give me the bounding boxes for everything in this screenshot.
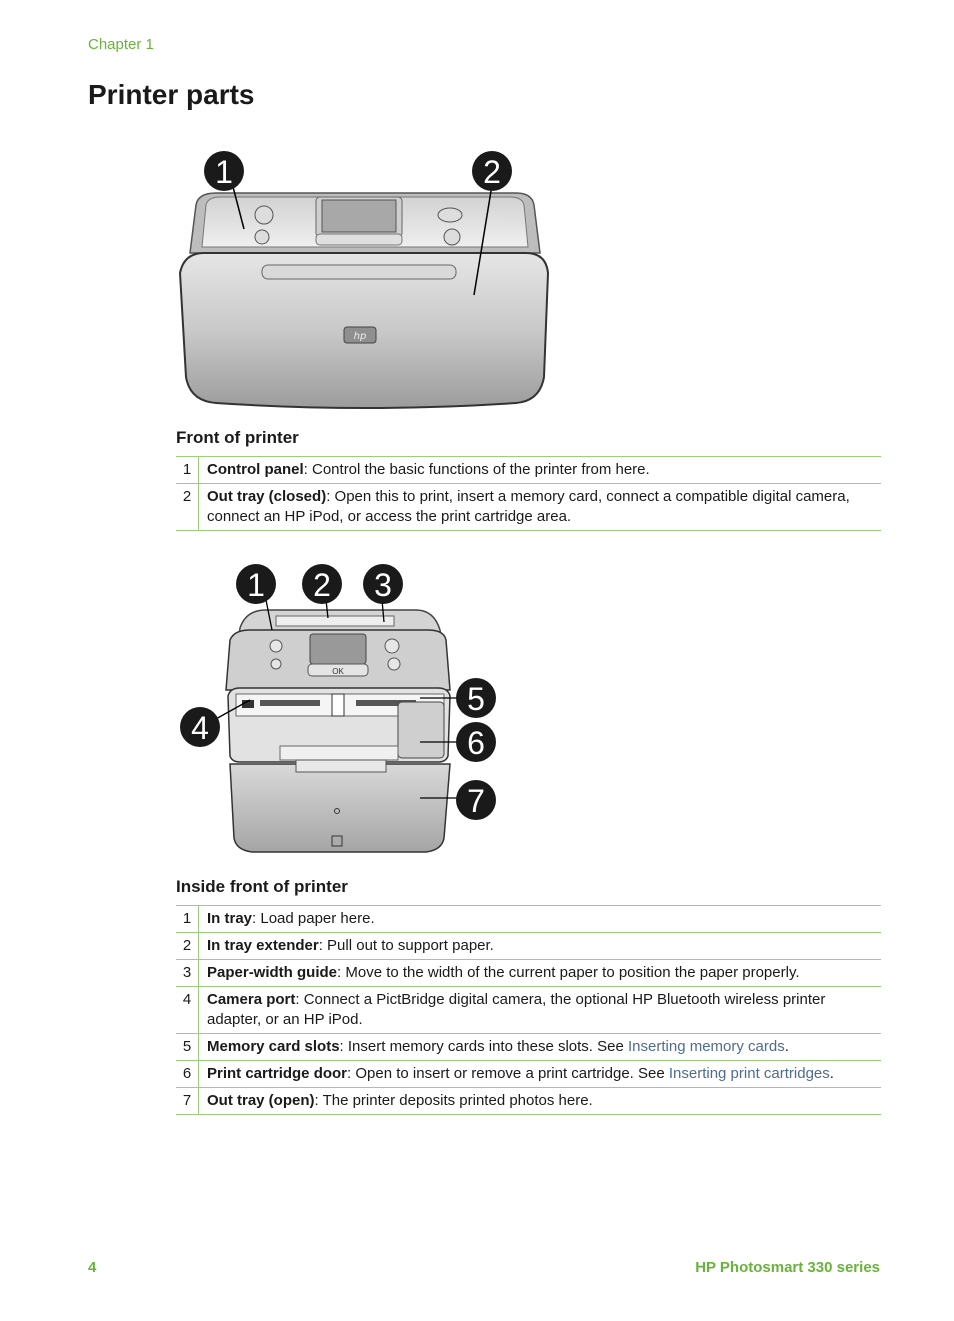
part-text: : Open this to print, insert a memory card, connect a compatible digital camera, connect an HP iPod, or access the print cartridge area. bbox=[207, 488, 850, 525]
ok-label: OK bbox=[332, 667, 344, 676]
front-section-heading: Front of printer bbox=[176, 428, 299, 447]
page-title: Printer parts bbox=[88, 79, 255, 110]
callout-1: 1 bbox=[247, 567, 265, 603]
part-text: : Control the basic functions of the printer from here. bbox=[303, 461, 650, 478]
row-number: 2 bbox=[176, 933, 199, 960]
part-term: Out tray (closed) bbox=[207, 488, 327, 505]
part-text: : Insert memory cards into these slots. See bbox=[339, 1038, 628, 1055]
row-description bbox=[199, 1088, 882, 1115]
row-description bbox=[199, 484, 882, 531]
table-row bbox=[176, 933, 881, 960]
row-number: 5 bbox=[176, 1034, 199, 1061]
table-row bbox=[176, 1088, 881, 1115]
table-row bbox=[176, 484, 881, 531]
table-row bbox=[176, 457, 881, 484]
callout-6: 6 bbox=[467, 725, 485, 761]
part-text: : Load paper here. bbox=[252, 910, 375, 927]
row-description bbox=[199, 1061, 882, 1088]
part-term: Print cartridge door bbox=[207, 1065, 348, 1082]
inserting-memory-cards-link[interactable]: Inserting memory cards bbox=[628, 1038, 785, 1055]
callout-2: 2 bbox=[483, 154, 501, 190]
inside-section-heading: Inside front of printer bbox=[176, 877, 348, 896]
part-text: : Move to the width of the current paper to position the paper properly. bbox=[337, 964, 800, 981]
row-description bbox=[199, 933, 882, 960]
part-term: Out tray (open) bbox=[207, 1092, 315, 1109]
row-description bbox=[199, 987, 882, 1034]
product-name: HP Photosmart 330 series bbox=[695, 1259, 880, 1276]
callout-7: 7 bbox=[467, 783, 485, 819]
part-text-end: . bbox=[829, 1065, 834, 1082]
row-description bbox=[199, 1034, 882, 1061]
part-term: In tray extender bbox=[207, 937, 319, 954]
row-description bbox=[199, 906, 882, 933]
inserting-print-cartridges-link[interactable]: Inserting print cartridges bbox=[668, 1065, 830, 1082]
callout-3: 3 bbox=[374, 567, 392, 603]
callout-2: 2 bbox=[313, 567, 331, 603]
part-term: Memory card slots bbox=[207, 1038, 340, 1055]
part-text-end: . bbox=[784, 1038, 789, 1055]
row-description bbox=[199, 960, 882, 987]
inside-printer-figure bbox=[176, 560, 506, 860]
table-row bbox=[176, 960, 881, 987]
row-number: 7 bbox=[176, 1088, 199, 1115]
row-number: 2 bbox=[176, 484, 199, 531]
part-term: Control panel bbox=[207, 461, 304, 478]
row-number: 4 bbox=[176, 987, 199, 1034]
table-row bbox=[176, 987, 881, 1034]
part-text: : Pull out to support paper. bbox=[318, 937, 494, 954]
callout-4: 4 bbox=[191, 710, 209, 746]
front-parts-table bbox=[176, 456, 881, 531]
chapter-label: Chapter 1 bbox=[88, 36, 154, 53]
part-text: : Open to insert or remove a print cartridge. See bbox=[347, 1065, 669, 1082]
row-number: 6 bbox=[176, 1061, 199, 1088]
table-row bbox=[176, 1034, 881, 1061]
part-text: : Connect a PictBridge digital camera, the optional HP Bluetooth wireless printer adapter, or an HP iPod. bbox=[207, 991, 826, 1028]
inside-parts-table bbox=[176, 905, 881, 1115]
row-number: 3 bbox=[176, 960, 199, 987]
front-printer-figure bbox=[176, 145, 556, 410]
callout-5: 5 bbox=[467, 681, 485, 717]
page-number: 4 bbox=[88, 1259, 97, 1276]
table-row bbox=[176, 906, 881, 933]
part-term: Camera port bbox=[207, 991, 296, 1008]
callout-1: 1 bbox=[215, 154, 233, 190]
row-number: 1 bbox=[176, 906, 199, 933]
hp-logo-text: hp bbox=[353, 331, 367, 342]
row-number: 1 bbox=[176, 457, 199, 484]
part-term: In tray bbox=[207, 910, 253, 927]
table-row bbox=[176, 1061, 881, 1088]
part-text: : The printer deposits printed photos here. bbox=[314, 1092, 593, 1109]
part-term: Paper-width guide bbox=[207, 964, 338, 981]
row-description bbox=[199, 457, 882, 484]
